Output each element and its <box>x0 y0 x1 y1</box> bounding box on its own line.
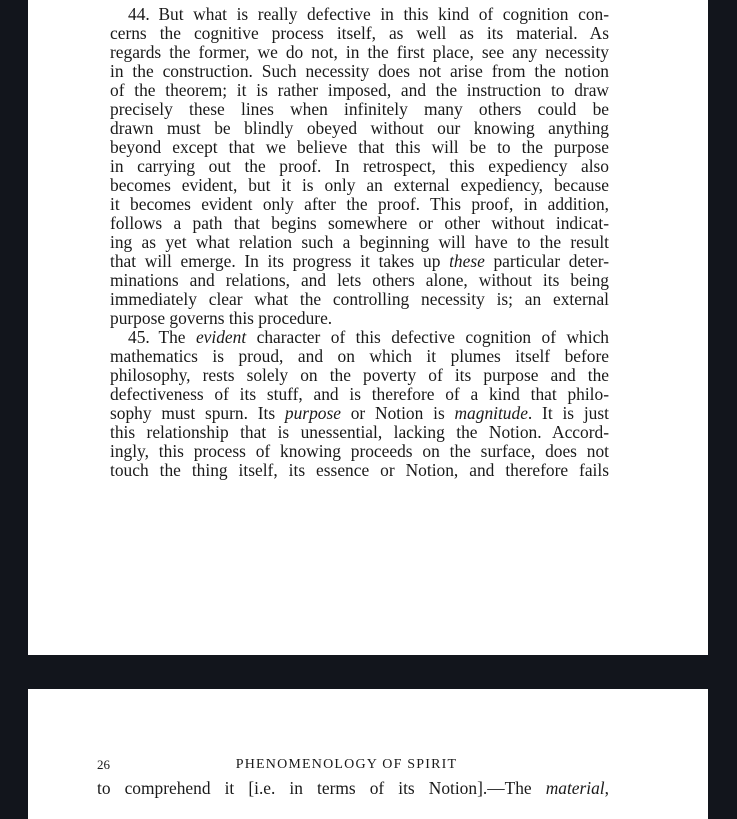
page-body-text <box>110 5 609 480</box>
text-segment: ingly, this process of knowing proceeds on the surface, does not <box>110 441 609 461</box>
text-segment: in the construction. Such necessity does not arise from the notion <box>110 61 609 81</box>
text-segment: But what is really defective in this kind of cognition con- <box>158 4 609 24</box>
text-segment: that will emerge. In its progress it takes up <box>110 251 450 271</box>
italic-text: magnitude <box>454 403 528 423</box>
italic-text: material <box>545 778 605 798</box>
text-segment: beyond except that we believe that this will be to the purpose <box>110 137 609 157</box>
text-line <box>97 779 609 798</box>
text-line <box>110 157 609 176</box>
text-segment: touch the thing itself, its essence or Notion, and therefore fails <box>110 460 609 480</box>
text-segment: it becomes evident only after the proof. This proof, in addition, <box>110 194 609 214</box>
text-line <box>110 100 609 119</box>
running-title: PHENOMENOLOGY OF SPIRIT <box>235 757 458 772</box>
page-body-text <box>97 779 609 798</box>
text-segment: ing as yet what relation such a beginning will have to the result <box>110 232 609 252</box>
text-segment: purpose governs this procedure. <box>110 308 333 328</box>
text-line <box>110 214 609 233</box>
document-page-top <box>28 0 708 655</box>
text-segment: minations and relations, and lets others alone, without its being <box>110 270 609 290</box>
text-segment: becomes evident, but it is only an external expediency, because <box>110 175 609 195</box>
italic-text: purpose <box>284 403 341 423</box>
text-line <box>110 271 609 290</box>
text-segment: particular deter- <box>484 251 609 271</box>
text-line <box>110 461 609 480</box>
text-segment: follows a path that begins somewhere or other without indicat- <box>110 213 609 233</box>
text-segment: The <box>158 327 196 347</box>
text-line <box>110 24 609 43</box>
text-segment: . It is just <box>527 403 609 423</box>
text-line <box>110 290 609 309</box>
text-line <box>110 385 609 404</box>
paragraph-start-line <box>110 328 609 347</box>
text-line <box>110 176 609 195</box>
page-number: 26 <box>97 757 110 772</box>
text-line <box>110 423 609 442</box>
text-segment: this relationship that is unessential, lacking the Notion. Accord- <box>110 422 609 442</box>
text-segment: cerns the cognitive process itself, as well as its material. As <box>110 23 609 43</box>
text-segment: precisely these lines when infinitely many others could be <box>110 99 609 119</box>
text-segment: mathematics is proud, and on which it plumes itself before <box>110 346 609 366</box>
text-segment: character of this defective cognition of which <box>246 327 609 347</box>
paragraph-number: 45. <box>128 327 150 347</box>
text-segment: to comprehend it [i.e. in terms of its Notion].—The <box>97 778 546 798</box>
text-line <box>110 404 609 423</box>
text-line <box>110 119 609 138</box>
text-line <box>110 252 609 271</box>
text-segment: in carrying out the proof. In retrospect, this expediency also <box>110 156 609 176</box>
running-header <box>97 755 596 775</box>
text-line <box>110 62 609 81</box>
italic-text: these <box>449 251 485 271</box>
paragraph-start-line <box>110 5 609 24</box>
text-line <box>110 138 609 157</box>
text-line <box>110 366 609 385</box>
text-segment: immediately clear what the controlling necessity is; an external <box>110 289 609 309</box>
text-segment: drawn must be blindly obeyed without our knowing anything <box>110 118 609 138</box>
text-segment: or Notion is <box>340 403 455 423</box>
text-segment: regards the former, we do not, in the first place, see any necessity <box>110 42 609 62</box>
text-line <box>110 81 609 100</box>
paragraph-number: 44. <box>128 4 150 24</box>
text-line <box>110 309 609 328</box>
text-line <box>110 347 609 366</box>
italic-text: evident <box>195 327 247 347</box>
text-line <box>110 195 609 214</box>
text-segment: , <box>604 778 609 798</box>
text-segment: philosophy, rests solely on the poverty of its purpose and the <box>110 365 609 385</box>
text-segment: of the theorem; it is rather imposed, and the instruction to draw <box>110 80 609 100</box>
text-line <box>110 233 609 252</box>
text-line <box>110 43 609 62</box>
text-segment: defectiveness of its stuff, and is therefore of a kind that philo- <box>110 384 609 404</box>
text-line <box>110 442 609 461</box>
text-segment: sophy must spurn. Its <box>110 403 285 423</box>
